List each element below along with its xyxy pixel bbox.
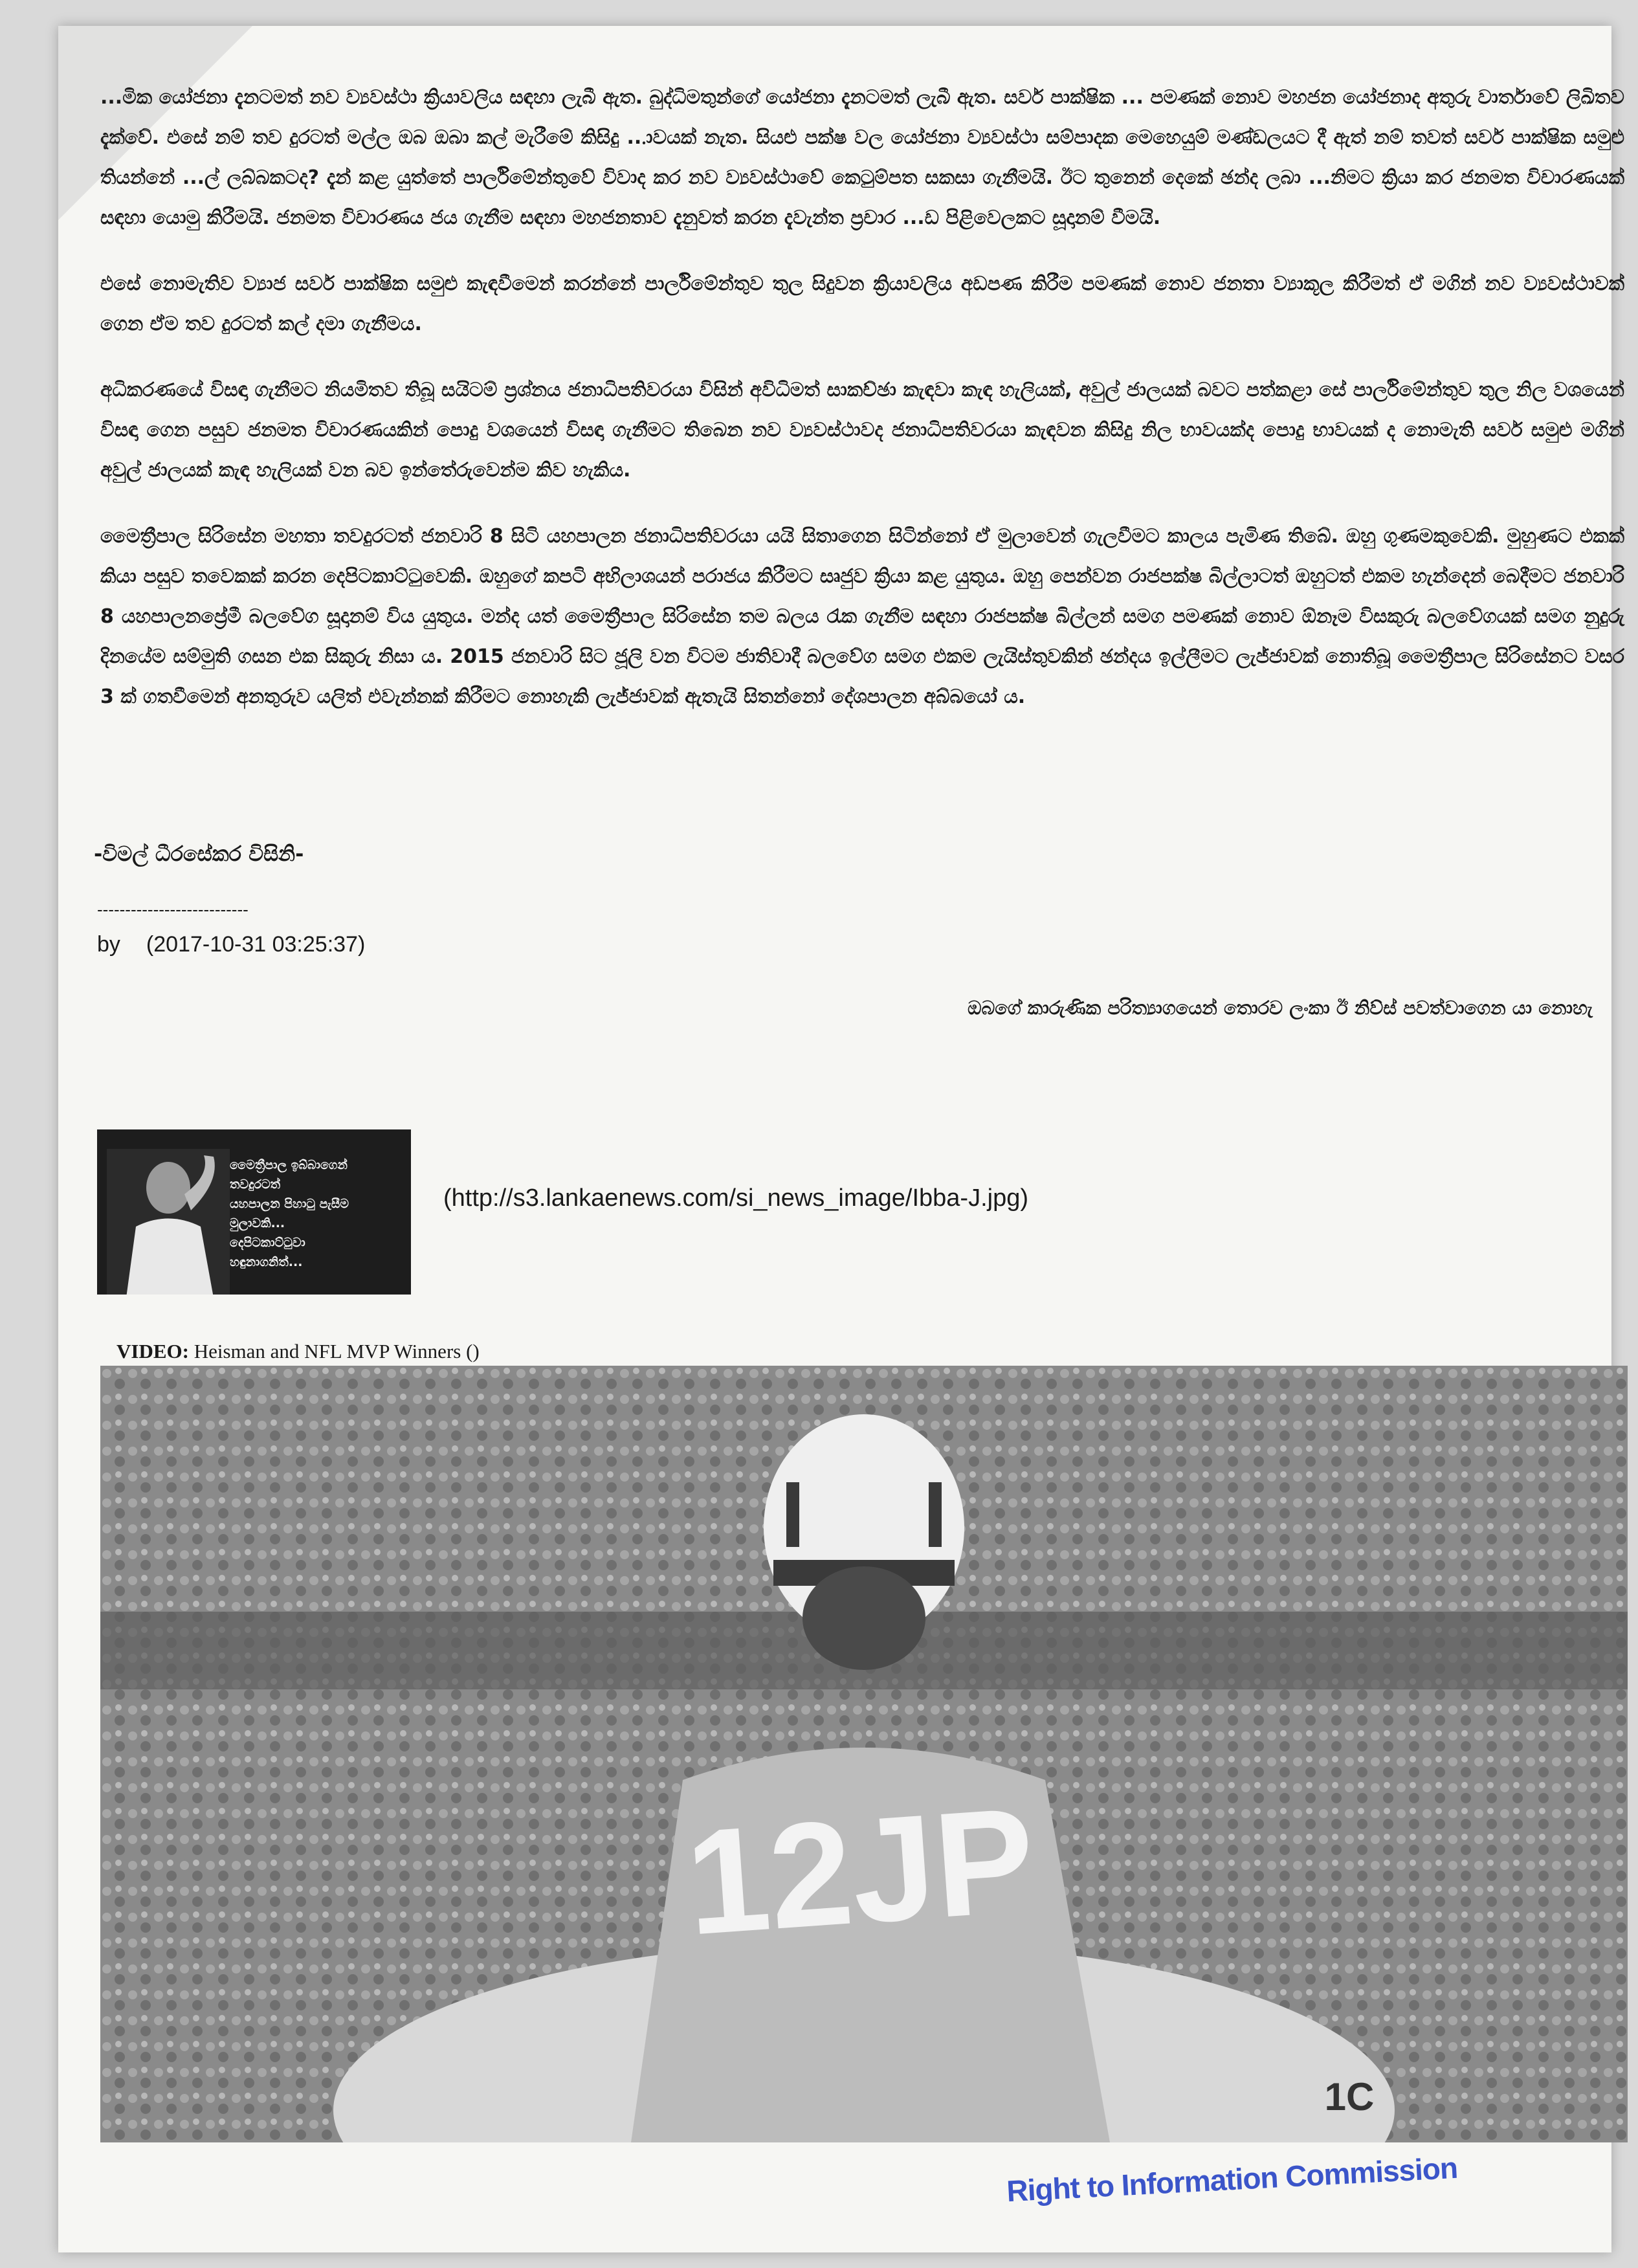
article-paragraph-1: ...මික යෝජනා දැනටමත් නව ව්‍යවස්ථා ක්‍රියාවලිය සඳහා ලැබී ඇත. බුද්ධිමතුන්ගේ යෝජනා දැනටමත් ලැබී ඇත. සර්ව පාක්ෂික ... පමණක් නොව මහජන යෝජනාද අතුරු වාර්තාවේ ලිඛිතව දැක්වේ. එසේ නම් තව දුරටත් මල්ල ඔබ ඔබා කල් මැරීමේ කිසිදු ...ාවයක් නැත. සියළු පක්ෂ වල යෝජනා ව්‍යවස්ථා සම්පාදක මෙහෙයුම් මණ්ඩලයට දී ඇත් නම් තවත් සර්ව පාක්ෂික සමුළු තියන්නේ ...ල් ලබ්බකටද? දැන් කළ යුත්තේ පාර්ලිමේන්තුවේ විවාද කර නව ව්‍යවස්ථාවේ කෙටුම්පත සකසා ගැනීමයි. ඊට තුනෙන් දෙකේ ඡන්ද ලබා ...නිමට ක්‍රියා කර ජනමත විචාරණයක් සඳහා යොමු කිරීමයි. ජනමත විචාරණය ජය ගැනීම සඳහා මහජනතාව දැනුවත් කරන දැවැන්ත ප්‍රචාර ...ඩ පිළිවෙලකට සූදානම් වීමයි. [100, 86, 1624, 229]
video-caption [116, 1340, 480, 1363]
author-signature: -විමල් ධීරසේකර විසිනි- [94, 841, 304, 866]
thumbnail-line: මෛත්‍රීපාල ඉබ්බාගෙන් [230, 1158, 348, 1172]
image-url-link[interactable]: (http://s3.lankaenews.com/si_news_image/Ibba-J.jpg) [443, 1184, 1029, 1212]
byline [97, 932, 365, 957]
donation-notice: ඔබගේ කාරුණික පරිත්‍යාගයෙන් තොරව ලංකා ඊ නිව්ස් පවත්වාගෙන යා නොහැ [967, 997, 1593, 1019]
thumbnail-line: තවදුරටත් [230, 1177, 281, 1192]
thumbnail-line: හඳුනාගනිත්... [230, 1255, 303, 1269]
video-label: VIDEO: [116, 1340, 189, 1362]
jersey-number: 12JP [681, 1775, 1040, 1966]
article-body [100, 78, 1638, 743]
thumbnail-line: මුලාවකි... [230, 1216, 285, 1230]
rti-commission-stamp: Right to Information Commission [1006, 2150, 1459, 2208]
person-silhouette-icon [107, 1149, 230, 1295]
thumbnail-line: යහපාලන පිහාටු පැසීම [230, 1197, 349, 1211]
article-paragraph-3: අධිකරණයේ විසඳා ගැනීමට නියමිතව තිබූ සයිටම් ප්‍රශ්නය ජනාධිපතිවරයා විසින් අවිධිමත් සාකච්ඡා කැඳවා කැඳ හැලියක්, අවුල් ජාලයක් බවට පත්කළා සේ පාර්ලිමේන්තුව තුල නිල වශයෙන් විසඳා ගෙන පසුව ජනමත විචාරණයකින් පොදු වශයෙන් විසඳා ගැනීමට තිබෙන නව ව්‍යවස්ථාවද ජනාධිපතිවරයා කැඳවන කිසිදු නිල භාවයක්ද පොදු භාවයක් ද නොමැති සර්ව සමුළු මගින් අවුල් ජාලයක් කැඳ හැලියක් වන බව ඉන්තේරුවෙන්ම කිව හැකිය. [100, 379, 1624, 482]
divider-line: --------------------------- [97, 900, 249, 919]
video-title: Heisman and NFL MVP Winners () [188, 1340, 480, 1362]
jersey-patch: 1C [1324, 2075, 1375, 2118]
article-paragraph-2: එසේ නොමැතිව ව්‍යාජ සර්ව පාක්ෂික සමුළු කැඳවීමෙන් කරන්නේ පාර්ලිමේන්තුව තුල සිදුවන ක්‍රියාවලිය අඩපණ කිරීම පමණක් නොව ජනතා ව්‍යාකූල කිරීමත් ඒ මගින් නව ව්‍යවස්ථාවක් ගෙන ඒම තව දුරටත් කල් දමා ගැනීමය. [100, 272, 1624, 335]
post-timestamp: (2017-10-31 03:25:37) [146, 932, 366, 957]
thumbnail-line: දෙපිටකාට්ටුවා [230, 1236, 305, 1250]
video-still-image [100, 1366, 1628, 2142]
article-thumbnail[interactable] [97, 1129, 411, 1295]
video-player[interactable] [100, 1366, 1628, 2142]
by-label: by [97, 932, 120, 957]
article-paragraph-4: මෛත්‍රීපාල සිරිසේන මහතා තවදුරටත් ජනවාරි 8 සිටි යහපාලන ජනාධිපතිවරයා යයි සිතාගෙන සිටින්නෝ ඒ මුලාවෙන් ගැලවීමට කාලය පැමිණ තිබේ. ඔහු ගුණමකුවෙකි. මුහුණට එකක් කියා පසුව තවෙකක් කරන දෙපිටකාට්ටුවෙකි. ඔහුගේ කපටි අභිලාශයන් පරාජය කිරීමට සෘජුව ක්‍රියා කළ යුතුය. ඔහු පෙන්වන රාජපක්ෂ බිල්ලාටත් ඔහුටත් එකම හැන්දෙන් බෙදීමට ජනවාරි 8 යහපාලනප්‍රේමී බලවේග සූදානම් විය යුතුය. මන්ද යත් මෛත්‍රීපාල සිරිසේන තම බලය රැක ගැනීම සඳහා රාජපක්ෂ බිල්ලන් සමග පමණක් නොව ඕනෑම විසකුරු බලවේගයක් සමග නුදුරු දිනයේම සම්මුති ගසන එක සිකුරු නිසා ය. 2015 ජනවාරි සිට ජූලි වන විටම ජාතිවාදී බලවේග සමග එකම ලැයිස්තුවකින් ඡන්දය ඉල්ලීමට ලැජ්ජාවක් නොතිබූ මෛත්‍රීපාල සිරිසේනට වසර 3 ක් ගතවීමෙන් අනතුරුව යලිත් එවැන්නක් කිරීමට නොහැකි ලැජ්ජාවක් ඇතැයි සිතන්නෝ දේශපාලන අබ්බයෝ ය. [100, 525, 1624, 708]
thumbnail-caption [230, 1155, 404, 1272]
